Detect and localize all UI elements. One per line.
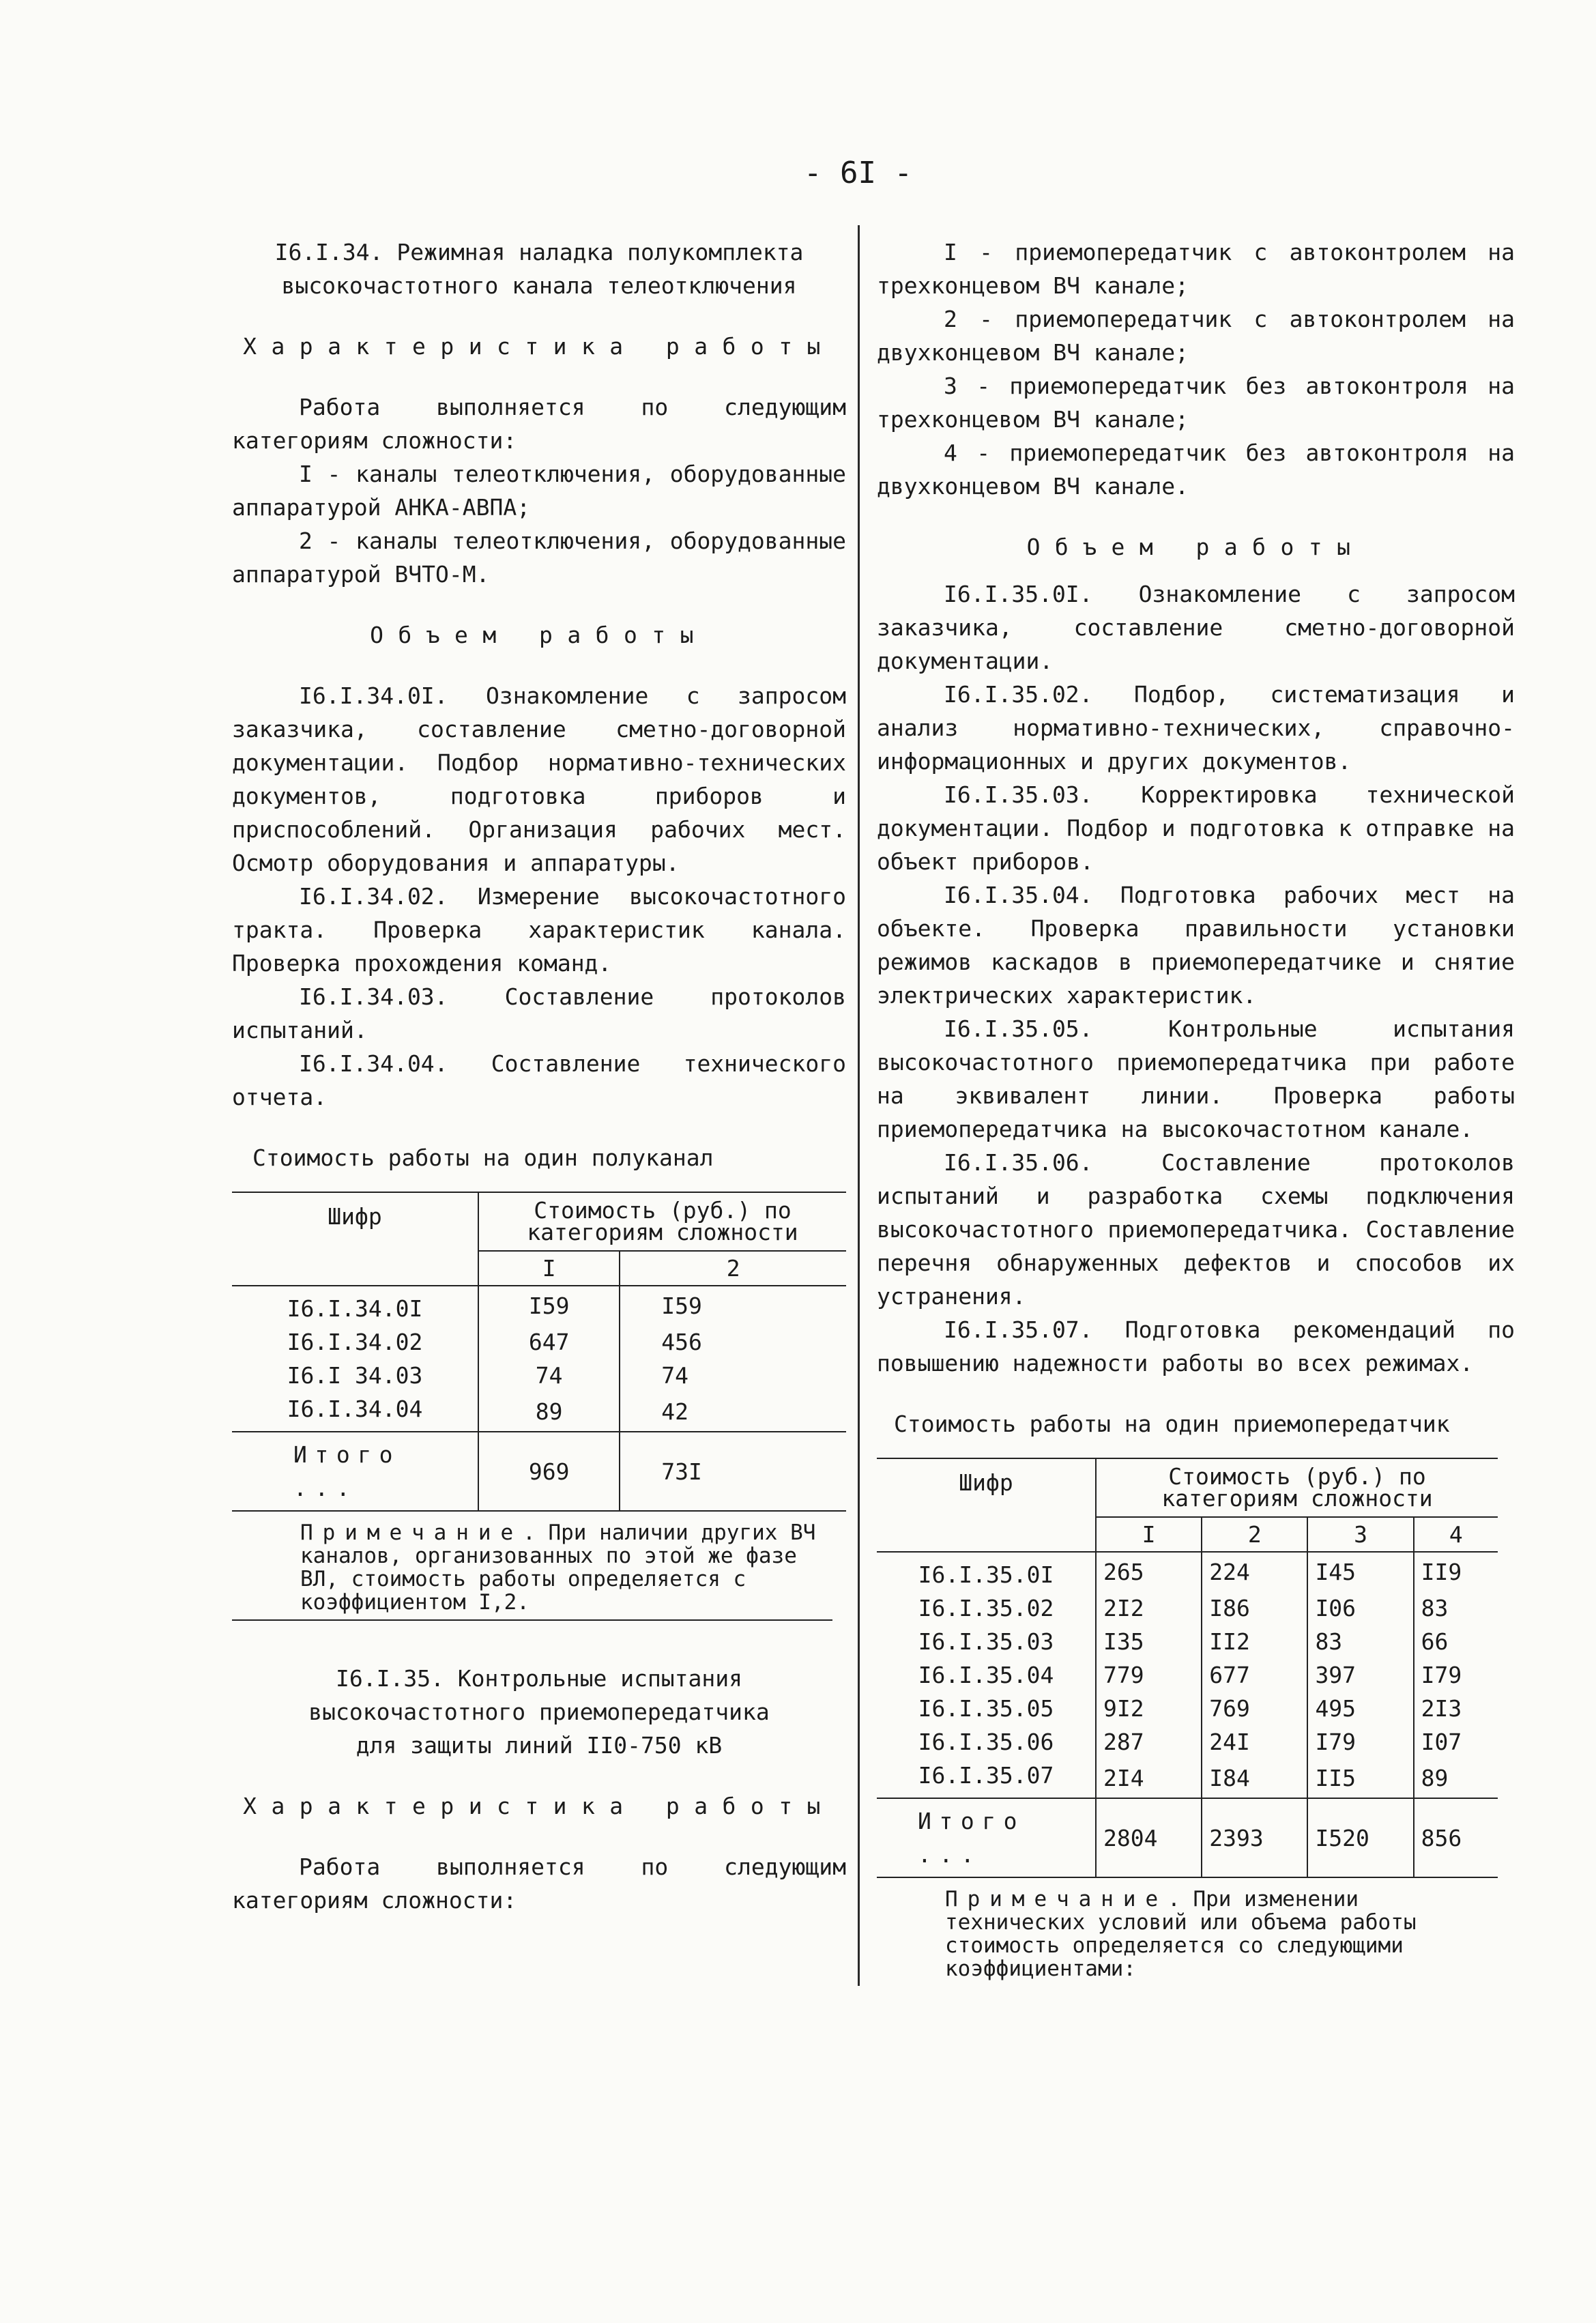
table-total-row — [232, 1432, 846, 1511]
table-row — [877, 1759, 1498, 1798]
scope-item: I6.I.34.02. Измерение высокочастотного тракта. Проверка характеристик канала. Проверка прохождения команд. — [232, 883, 846, 977]
table-row — [877, 1725, 1498, 1759]
scope-item: I6.I.35.05. Контрольные испытания высокочастотного приемопередатчика при работе на эквивалент линии. Проверка работы приемопередатчика на высокочастотном канале. — [877, 1015, 1515, 1142]
th-cat: 2 — [620, 1251, 846, 1286]
cell-code: I6.I.35.05 — [877, 1692, 1096, 1725]
total-label: Итого ... — [232, 1432, 478, 1511]
cell-value: 89 — [478, 1392, 620, 1432]
table-caption: Стоимость работы на один приемопередатчик — [894, 1411, 1450, 1437]
cell-value: II9 — [1421, 1559, 1462, 1585]
section-title-line: I6.I.34. Режимная наладка полукомплекта — [274, 239, 804, 265]
char2-intro: Работа выполняется по следующим категориям сложности: — [232, 1853, 846, 1914]
cell-code: I6.I.35.03 — [877, 1625, 1096, 1658]
table-note — [232, 1512, 832, 1621]
scope-item: I6.I.35.04. Подготовка рабочих мест на объекте. Проверка правильности установки режимов каскадов в приемопередатчике и снятие электрических характеристик. — [877, 882, 1515, 1009]
total-value: 2393 — [1202, 1798, 1307, 1877]
cell-value: 2I4 — [1096, 1759, 1202, 1798]
cat-item: 3 - приемопередатчик без автоконтроля на трехконцевом ВЧ канале; — [877, 373, 1515, 433]
section-title-line: высокочастотного приемопередатчика — [308, 1699, 770, 1725]
th-cat: I — [1096, 1517, 1202, 1552]
cell-value: 495 — [1307, 1692, 1413, 1725]
cell-code: I6.I.34.04 — [232, 1392, 478, 1432]
cell-value: I06 — [1307, 1591, 1413, 1625]
cell-code: I6.I.35.0I — [877, 1552, 1096, 1591]
section2-title — [232, 1662, 846, 1762]
cell-value: 397 — [1307, 1658, 1413, 1692]
table-caption: Стоимость работы на один полуканал — [252, 1144, 714, 1171]
table-row — [877, 1692, 1498, 1725]
cell-value: I59 — [661, 1293, 702, 1319]
table-note — [877, 1878, 1491, 1980]
cell-value: 66 — [1421, 1628, 1449, 1655]
total-value: 2804 — [1096, 1798, 1202, 1877]
char-heading: Характеристика работы — [243, 333, 835, 360]
table-row — [877, 1552, 1498, 1591]
th-cat: I — [478, 1251, 620, 1286]
table-total-row — [877, 1798, 1498, 1877]
scope-item: I6.I.34.0I. Ознакомление с запросом заказчика, составление сметно-договорной документации. Подбор нормативно-технических документов, подготовка приборов и приспособлений. Организация рабочих мест. Осмотр оборудования и аппаратуры. — [232, 682, 846, 876]
cell-value: I84 — [1202, 1759, 1307, 1798]
section-title-line: для защиты линий II0-750 кВ — [356, 1732, 723, 1759]
cell-value: I07 — [1421, 1729, 1462, 1755]
page-number: - 6I - — [804, 156, 912, 190]
total-value: 73I — [620, 1432, 846, 1511]
cost-table-transceiver — [877, 1458, 1498, 1878]
total-value: 856 — [1414, 1798, 1498, 1877]
cell-code: I6.I.34.0I — [232, 1286, 478, 1325]
cat-item: 2 - приемопередатчик с автоконтролем на двухконцевом ВЧ канале; — [877, 306, 1515, 366]
th-cat: 3 — [1307, 1517, 1413, 1552]
cell-value: 24I — [1202, 1725, 1307, 1759]
cell-value: II2 — [1202, 1625, 1307, 1658]
th-cat: 4 — [1414, 1517, 1498, 1552]
cat-item: 4 - приемопередатчик без автоконтроля на двухконцевом ВЧ канале. — [877, 439, 1515, 500]
th-cost: Стоимость (руб.) по категориям сложности — [1096, 1458, 1498, 1517]
section-title — [232, 235, 846, 302]
cell-value: 265 — [1096, 1552, 1202, 1591]
cost-table-halfchannel — [232, 1192, 846, 1512]
right-column — [877, 235, 1515, 1980]
scope-item: I6.I.35.07. Подготовка рекомендаций по повышению надежности работы во всех режимах. — [877, 1316, 1515, 1376]
scope-item: I6.I.35.03. Корректировка технической документации. Подбор и подготовка к отправке на объект приборов. — [877, 781, 1515, 875]
note-label: Примечание — [945, 1887, 1168, 1911]
table-row — [232, 1286, 846, 1325]
cell-value: 779 — [1096, 1658, 1202, 1692]
cell-value: 74 — [661, 1362, 689, 1389]
cell-value: II5 — [1307, 1759, 1413, 1798]
scope-item: I6.I.35.06. Составление протоколов испытаний и разработка схемы подключения высокочастотного приемопередатчика. Составление перечня обнаруженных дефектов и способов их устранения. — [877, 1149, 1515, 1310]
cell-value: 647 — [478, 1325, 620, 1359]
char-intro: Работа выполняется по следующим категориям сложности: — [232, 394, 846, 454]
cell-value: 456 — [661, 1329, 702, 1355]
scope-item: I6.I.35.02. Подбор, систематизация и анализ нормативно-технических, справочно-информационных и других документов. — [877, 681, 1515, 775]
cell-value: I79 — [1307, 1725, 1413, 1759]
char2-heading: Характеристика работы — [243, 1793, 835, 1819]
cell-value: 2I2 — [1096, 1591, 1202, 1625]
char-item: I - каналы телеотключения, оборудованные аппаратурой АНКА-АВПА; — [232, 461, 846, 521]
cell-value: 89 — [1414, 1759, 1498, 1798]
cell-value: I45 — [1307, 1552, 1413, 1591]
cell-value: 83 — [1421, 1595, 1449, 1621]
table-row — [232, 1392, 846, 1432]
cell-value: 2I3 — [1421, 1695, 1462, 1722]
cell-value: 677 — [1202, 1658, 1307, 1692]
note-text: . При изменении технических условий или объема работы стоимость определяется со следующими коэффициентами: — [945, 1887, 1417, 1981]
cell-value: 83 — [1307, 1625, 1413, 1658]
cell-value: I79 — [1421, 1662, 1462, 1688]
cat-item: I - приемопередатчик с автоконтролем на трехконцевом ВЧ канале; — [877, 239, 1515, 299]
cell-value: I35 — [1096, 1625, 1202, 1658]
total-value: 969 — [478, 1432, 620, 1511]
cell-code: I6.I 34.03 — [232, 1359, 478, 1392]
scope-item: I6.I.34.04. Составление технического отчета. — [232, 1050, 846, 1110]
th-code: Шифр — [877, 1458, 1096, 1552]
cell-code: I6.I.35.04 — [877, 1658, 1096, 1692]
scope-heading: Объем работы — [370, 622, 708, 648]
section-title-line: I6.I.35. Контрольные испытания — [335, 1665, 743, 1692]
scope-item: I6.I.35.0I. Ознакомление с запросом заказчика, составление сметно-договорной документации. — [877, 581, 1515, 674]
char-item: 2 - каналы телеотключения, оборудованные аппаратурой ВЧТО-М. — [232, 528, 846, 588]
left-column — [232, 235, 846, 1917]
table-row — [232, 1359, 846, 1392]
th-cost: Стоимость (руб.) по категориям сложности — [478, 1192, 846, 1251]
table-row — [232, 1325, 846, 1359]
cell-value: 74 — [478, 1359, 620, 1392]
th-cat: 2 — [1202, 1517, 1307, 1552]
column-divider — [858, 225, 860, 1986]
note-text: . При наличии других ВЧ каналов, организованных по этой же фазе ВЛ, стоимость работы определяется с коэффициентом I,2. — [300, 1520, 816, 1615]
cell-value: 42 — [620, 1392, 846, 1432]
cell-code: I6.I.35.07 — [877, 1759, 1096, 1798]
table-row — [877, 1625, 1498, 1658]
cell-value: I86 — [1202, 1591, 1307, 1625]
note-label: Примечание — [300, 1520, 523, 1545]
table-row — [877, 1658, 1498, 1692]
total-value: I520 — [1307, 1798, 1413, 1877]
table-row — [877, 1591, 1498, 1625]
cell-value: 224 — [1202, 1552, 1307, 1591]
cell-value: I59 — [478, 1286, 620, 1325]
cell-value: 287 — [1096, 1725, 1202, 1759]
scope-item: I6.I.34.03. Составление протоколов испытаний. — [232, 983, 846, 1043]
cell-code: I6.I.34.02 — [232, 1325, 478, 1359]
cell-code: I6.I.35.02 — [877, 1591, 1096, 1625]
th-code: Шифр — [232, 1192, 478, 1286]
cell-value: 9I2 — [1096, 1692, 1202, 1725]
section-title-line: высокочастотного канала телеотключения — [281, 272, 797, 299]
cell-code: I6.I.35.06 — [877, 1725, 1096, 1759]
total-label: Итого ... — [877, 1798, 1096, 1877]
scope-heading: Объем работы — [1026, 534, 1365, 560]
cell-value: 769 — [1202, 1692, 1307, 1725]
